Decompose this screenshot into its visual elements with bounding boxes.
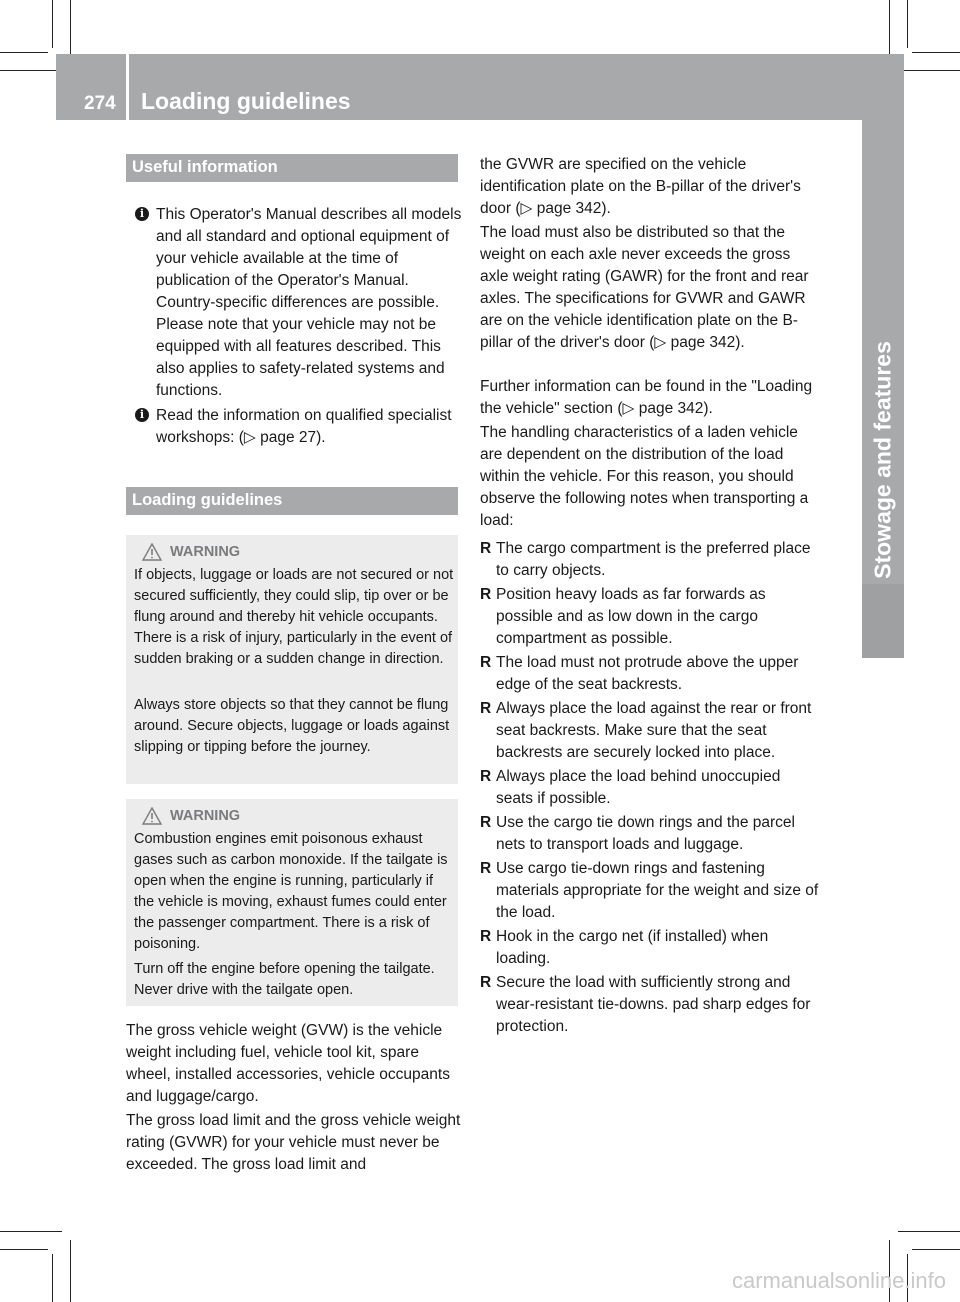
paragraph-axle: The load must also be distributed so that the weight on each axle never exceeds the gross axle weight rating (GAWR) for the front and rear axles. The specifications for GVWR and GAWR are on the vehicle identification plate on the B-pillar of the driver's door (▷ page 342).: [480, 224, 809, 351]
list-item: [480, 972, 820, 1038]
warning-text: If objects, luggage or loads are not secured or not secured sufficiently, they could slip, tip over or be flung around and thereby hit vehicle occupants. There is a risk of injury, particularly in the event of sudden braking or a sudden change in direction.: [134, 567, 454, 667]
list-item: [480, 812, 820, 856]
list-item-text: The cargo compartment is the preferred place to carry objects.: [496, 540, 811, 579]
list-item: [480, 698, 820, 764]
crop-mark: [907, 0, 908, 48]
crop-mark: [898, 70, 960, 71]
info-note-text: This Operator's Manual describes all models and all standard and optional equipment of your vehicle available at the time of publication of the Operator's Manual. Country-specific differences are possible. Please note that your vehicle may not be equipped with all features described. This also applies to safety-related systems and functions.: [156, 206, 462, 399]
bullet-mark: R: [480, 700, 492, 717]
bullet-mark: R: [480, 586, 492, 603]
warning-text: Turn off the engine before opening the tailgate. Never drive with the tailgate open.: [134, 961, 435, 998]
list-item: [480, 538, 820, 582]
info-note-text: Read the information on qualified specialist workshops: (▷ page 27).: [156, 407, 452, 446]
section-header-useful-info: [126, 154, 458, 182]
paragraph-further-info: Further information can be found in the "Loading the vehicle" section (▷ page 342).: [480, 378, 813, 417]
bullet-mark: R: [480, 860, 492, 877]
warning-text: Always store objects so that they cannot be flung around. Secure objects, luggage or loads against slipping or tipping before the journey.: [134, 697, 450, 755]
list-item-text: Always place the load against the rear or front seat backrests. Make sure that the seat backrests are securely locked into place.: [496, 700, 812, 761]
crop-mark: [0, 70, 62, 71]
bullet-mark: R: [480, 814, 492, 831]
crop-mark: [52, 1254, 53, 1302]
paragraph-handling: The handling characteristics of a laden vehicle are dependent on the distribution of the load within the vehicle. For this reason, you should observe the following notes when transporting a load:: [480, 424, 809, 529]
warning-title: WARNING: [170, 544, 241, 560]
warning-icon: [142, 807, 162, 825]
crop-mark: [0, 1249, 48, 1250]
list-item: [480, 584, 820, 650]
list-item: [480, 766, 820, 810]
warning-title: WARNING: [170, 808, 241, 824]
list-item: [480, 926, 820, 970]
page-title: Loading guidelines: [141, 88, 351, 114]
crop-mark: [52, 0, 53, 48]
page-number: 274: [84, 93, 116, 114]
info-icon: i: [135, 207, 149, 221]
warning-box: [126, 535, 458, 784]
list-item-text: Secure the load with sufficiently strong and wear-resistant tie-downs. pad sharp edges for protection.: [496, 974, 811, 1035]
list-item-text: The load must not protrude above the upper edge of the seat backrests.: [496, 654, 799, 693]
paragraph-load-limit-cont: the GVWR are specified on the vehicle identification plate on the B-pillar of the driver's door (▷ page 342).: [480, 156, 801, 217]
list-item-text: Always place the load behind unoccupied seats if possible.: [496, 768, 781, 807]
info-note: [136, 405, 466, 449]
crop-mark: [912, 1249, 960, 1250]
watermark: carmanualsonline.info: [731, 1268, 946, 1293]
section-header-loading: [126, 487, 458, 515]
crop-mark: [889, 0, 890, 62]
bullet-mark: R: [480, 540, 492, 557]
warning-icon: [142, 543, 162, 561]
section-heading: Useful information: [132, 158, 278, 176]
list-item: [480, 858, 820, 924]
side-tab-marker: [862, 584, 904, 658]
crop-mark: [0, 1231, 62, 1232]
header-divider: [126, 54, 129, 120]
section-heading: Loading guidelines: [132, 491, 283, 509]
list-item: [480, 652, 820, 696]
crop-mark: [0, 52, 48, 53]
crop-mark: [912, 52, 960, 53]
side-tab-label: Stowage and features: [869, 341, 896, 579]
list-item-text: Use cargo tie-down rings and fastening materials appropriate for the weight and size of the load.: [496, 860, 819, 921]
list-item-text: Hook in the cargo net (if installed) when loading.: [496, 928, 769, 967]
crop-mark: [70, 0, 71, 62]
bullet-mark: R: [480, 974, 492, 991]
list-item-text: Use the cargo tie down rings and the parcel nets to transport loads and luggage.: [496, 814, 795, 853]
info-icon: i: [135, 408, 149, 422]
list-item-text: Position heavy loads as far forwards as possible and as low down in the cargo compartment as possible.: [496, 586, 766, 647]
paragraph-load-limit: The gross load limit and the gross vehicle weight rating (GVWR) for your vehicle must never be exceeded. The gross load limit and: [126, 1112, 461, 1173]
bullet-mark: R: [480, 928, 492, 945]
loading-notes-list: [480, 538, 820, 1040]
paragraph-gvw: The gross vehicle weight (GVW) is the vehicle weight including fuel, vehicle tool kit, spare wheel, installed accessories, vehicle occupants and luggage/cargo.: [126, 1022, 450, 1105]
warning-text: Combustion engines emit poisonous exhaust gases such as carbon monoxide. If the tailgate is open when the engine is running, particularly if the vehicle is moving, exhaust fumes could enter the passenger compartment. There is a risk of poisoning.: [134, 831, 448, 952]
crop-mark: [70, 1240, 71, 1302]
bullet-mark: R: [480, 654, 492, 671]
warning-box: [126, 799, 458, 1006]
info-note: [136, 204, 466, 402]
crop-mark: [898, 1231, 960, 1232]
bullet-mark: R: [480, 768, 492, 785]
